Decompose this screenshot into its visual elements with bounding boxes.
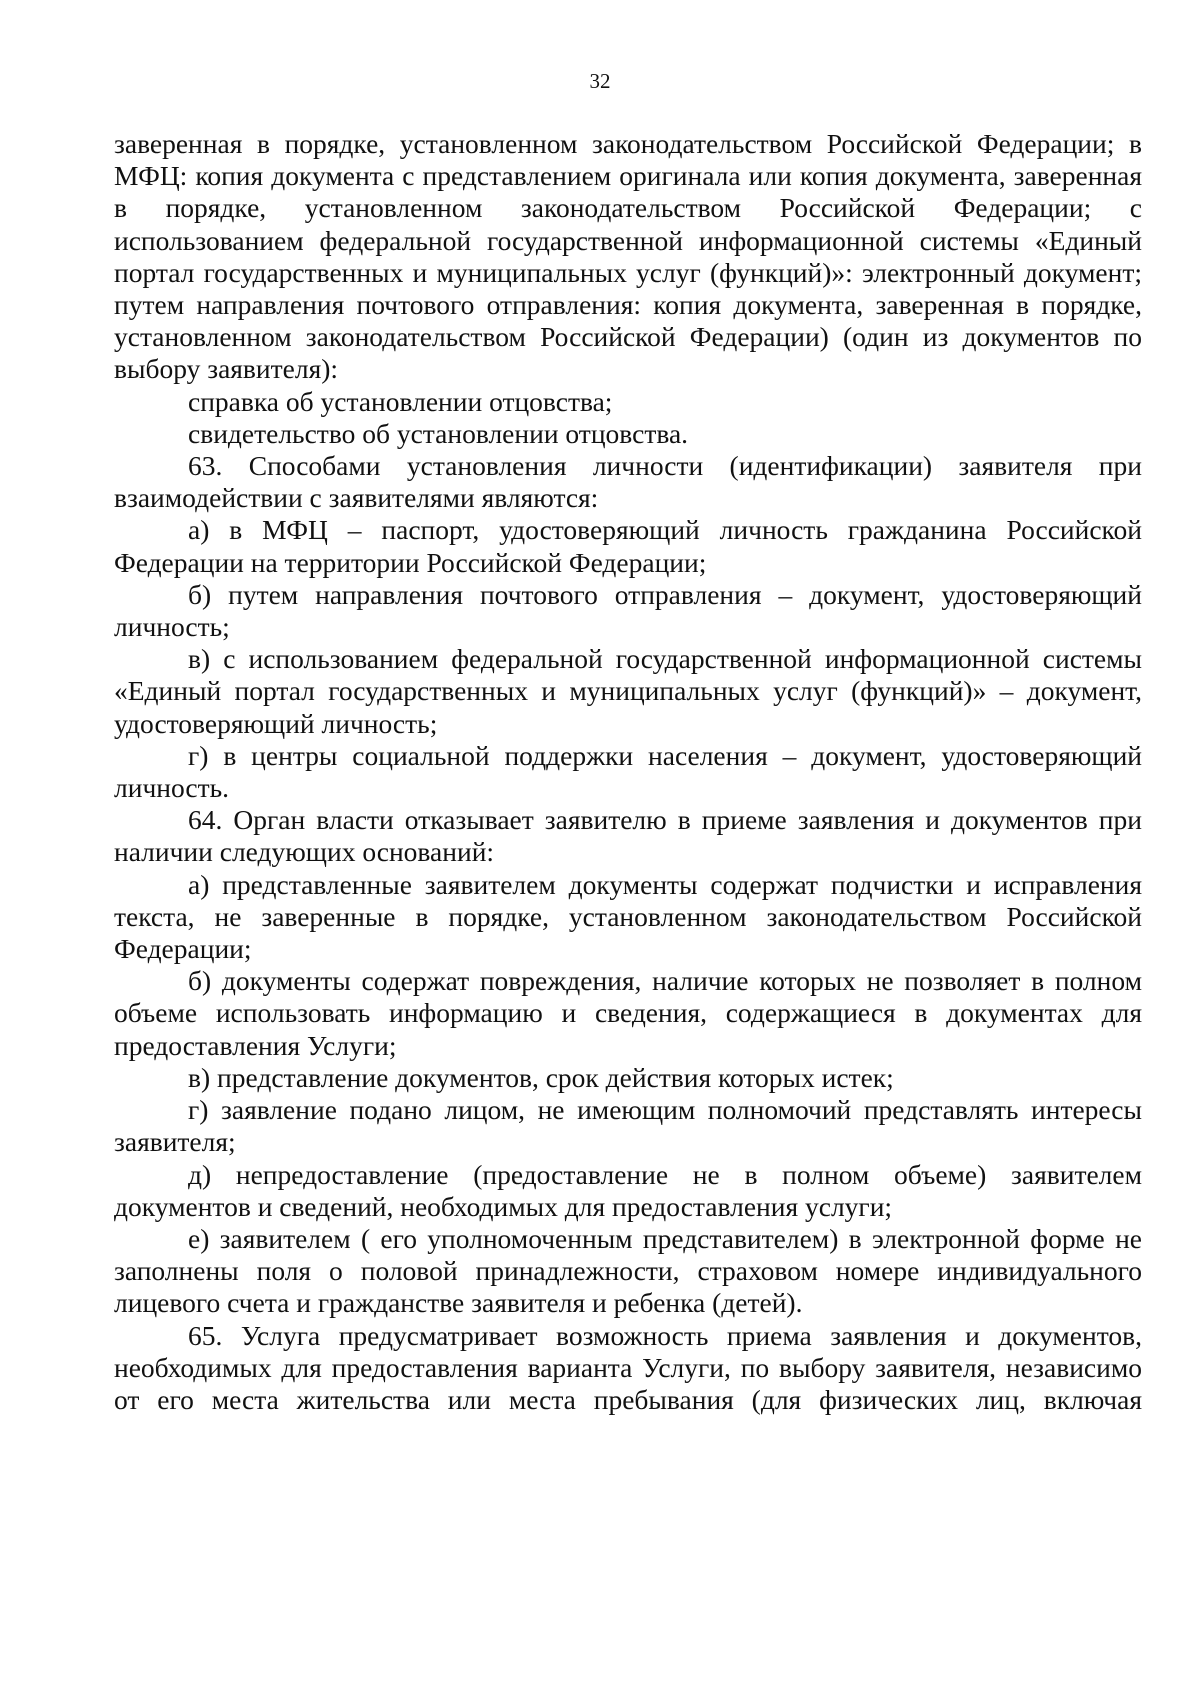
document-body — [114, 128, 1142, 1416]
paragraph: д) непредоставление (предоставление не в полном объеме) заявителем документов и сведений, необходимых для предоставления услуги; — [114, 1158, 1142, 1222]
paragraph: б) путем направления почтового отправления – документ, удостоверяющий личность; — [114, 578, 1142, 643]
paragraph: 64. Орган власти отказывает заявителю в приеме заявления и документов при наличии следующих оснований: — [114, 804, 1142, 868]
paragraph: а) представленные заявителем документы содержат подчистки и исправления текста, не заверенные в порядке, установленном законодательством Российской Федерации; — [114, 868, 1142, 965]
paragraph: е) заявителем ( его уполномоченным представителем) в электронной форме не заполнены поля о половой принадлежности, страховом номере индивидуального лицевого счета и гражданстве заявителя и ребенка (детей). — [114, 1222, 1142, 1319]
paragraph: свидетельство об установлении отцовства. — [188, 417, 689, 449]
paragraph: г) заявление подано лицом, не имеющим полномочий представлять интересы заявителя; — [114, 1094, 1142, 1158]
paragraph: 65. Услуга предусматривает возможность приема заявления и документов, необходимых для предоставления варианта Услуги, по выбору заявителя, независимо от его места жительства или места пребывания (для физических лиц, включая — [114, 1319, 1142, 1415]
paragraph: справка об установлении отцовства; — [188, 385, 613, 417]
paragraph: а) в МФЦ – паспорт, удостоверяющий личность гражданина Российской Федерации на территории Российской Федерации; — [114, 514, 1142, 578]
paragraph: 63. Способами установления личности (идентификации) заявителя при взаимодействии с заявителями являются: — [114, 450, 1142, 514]
paragraph: в) представление документов, срок действия которых истек; — [188, 1061, 894, 1093]
paragraph: в) с использованием федеральной государственной информационной системы «Единый портал государственных и муниципальных услуг (функций)» – документ, удостоверяющий личность; — [114, 643, 1142, 739]
paragraph: г) в центры социальной поддержки населения – документ, удостоверяющий личность. — [114, 739, 1142, 804]
paragraph: б) документы содержат повреждения, наличие которых не позволяет в полном объеме использовать информацию и сведения, содержащиеся в документах для предоставления Услуги; — [114, 965, 1142, 1061]
page-number: 32 — [589, 69, 611, 93]
paragraph: заверенная в порядке, установленном законодательством Российской Федерации; в МФЦ: копия документа с представлением оригинала или копия документа, заверенная в порядке, установленном законодательством Российской Федерации; с использованием федеральной государственной информационной системы «Единый портал государственных и муниципальных услуг (функций)»: электронный документ; путем направления почтового отправления: копия документа, заверенная в порядке, установленном законодательством Российской Федерации) (один из документов по выбору заявителя): — [114, 128, 1142, 385]
